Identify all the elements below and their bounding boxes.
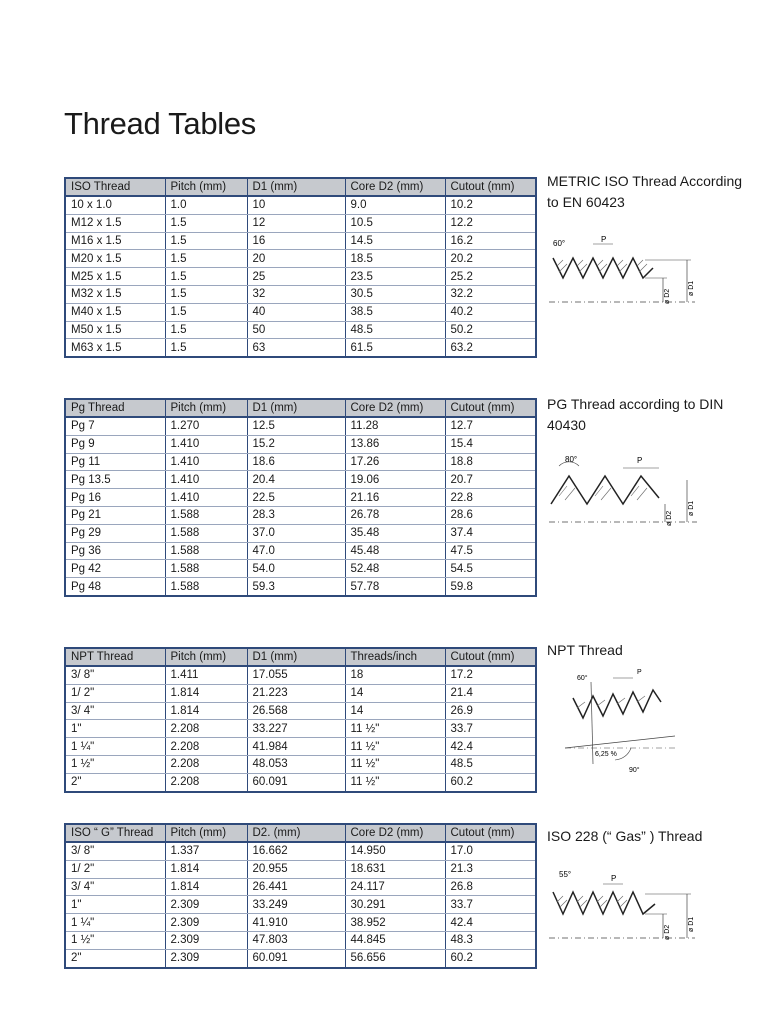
table-cell: 1 ¼": [65, 914, 165, 932]
table-cell: 21.16: [345, 489, 445, 507]
table-cell: 33.227: [247, 720, 345, 738]
table-row: [65, 914, 536, 932]
table-cell: 1.410: [165, 435, 247, 453]
table-row: [65, 471, 536, 489]
angle-label: 60°: [577, 675, 588, 682]
table-cell: 18.631: [345, 860, 445, 878]
table-cell: 20.955: [247, 860, 345, 878]
table-cell: 3/ 4": [65, 702, 165, 720]
table-cell: 1/ 2": [65, 684, 165, 702]
d1-label: ø D1: [688, 280, 695, 296]
table-cell: 11 ½": [345, 738, 445, 756]
table-cell: 11 ½": [345, 720, 445, 738]
table-row: [65, 196, 536, 214]
taper-label: 6,25 %: [595, 751, 617, 758]
angle-label: 80°: [565, 455, 578, 464]
table-cell: 32: [247, 285, 345, 303]
table-cell: 24.117: [345, 878, 445, 896]
table-cell: 1.337: [165, 842, 247, 860]
table-row: [65, 773, 536, 791]
table-cell: 1/ 2": [65, 860, 165, 878]
table-cell: 1 ¼": [65, 738, 165, 756]
table-cell: 1.5: [165, 250, 247, 268]
table-cell: 33.249: [247, 896, 345, 914]
table-cell: 1.270: [165, 417, 247, 435]
table-cell: 41.910: [247, 914, 345, 932]
table-cell: 18: [345, 666, 445, 684]
table-cell: 44.845: [345, 931, 445, 949]
table-cell: 48.053: [247, 755, 345, 773]
table-cell: 26.568: [247, 702, 345, 720]
table-cell: 60.2: [445, 773, 536, 791]
table-cell: 26.441: [247, 878, 345, 896]
column-header: Cutout (mm): [445, 178, 536, 196]
table-cell: 2.309: [165, 914, 247, 932]
column-header: Pg Thread: [65, 399, 165, 417]
table-cell: 25: [247, 268, 345, 286]
table-cell: 50: [247, 321, 345, 339]
table-row: [65, 214, 536, 232]
table-cell: Pg 11: [65, 453, 165, 471]
table-row: [65, 738, 536, 756]
table-cell: 15.4: [445, 435, 536, 453]
pitch-label: P: [637, 456, 643, 465]
table-cell: Pg 16: [65, 489, 165, 507]
table-cell: 26.8: [445, 878, 536, 896]
column-header: D1 (mm): [247, 178, 345, 196]
column-header: Threads/inch: [345, 648, 445, 666]
table-cell: 60.091: [247, 773, 345, 791]
table-cell: 11 ½": [345, 755, 445, 773]
table-cell: 16.662: [247, 842, 345, 860]
pg-thread-table: [64, 398, 537, 597]
table-cell: 2": [65, 949, 165, 967]
table-header-row: [65, 824, 536, 842]
table-cell: 18.6: [247, 453, 345, 471]
table-cell: 1": [65, 896, 165, 914]
table-row: [65, 842, 536, 860]
table-cell: 60.2: [445, 949, 536, 967]
column-header: D2. (mm): [247, 824, 345, 842]
page-title: Thread Tables: [64, 106, 256, 141]
table-cell: 21.3: [445, 860, 536, 878]
table-cell: 2.208: [165, 720, 247, 738]
table-cell: 20.7: [445, 471, 536, 489]
table-cell: 1.410: [165, 471, 247, 489]
table-row: [65, 755, 536, 773]
table-cell: 37.0: [247, 524, 345, 542]
npt-thread-diagram: [545, 664, 685, 789]
table-cell: 21.4: [445, 684, 536, 702]
table-cell: 28.6: [445, 506, 536, 524]
table-cell: 33.7: [445, 896, 536, 914]
table-cell: M40 x 1.5: [65, 303, 165, 321]
table-cell: 20.2: [445, 250, 536, 268]
column-header: Pitch (mm): [165, 824, 247, 842]
table-cell: 17.2: [445, 666, 536, 684]
table-cell: 20: [247, 250, 345, 268]
gas-thread-diagram: [545, 866, 705, 951]
table-cell: Pg 48: [65, 578, 165, 596]
table-cell: Pg 13.5: [65, 471, 165, 489]
table-cell: 2.309: [165, 931, 247, 949]
angle-label: 60°: [553, 239, 566, 248]
table-cell: 26.78: [345, 506, 445, 524]
table-cell: 16.2: [445, 232, 536, 250]
column-header: Pitch (mm): [165, 178, 247, 196]
table-row: [65, 453, 536, 471]
table-row: [65, 303, 536, 321]
table-cell: 22.5: [247, 489, 345, 507]
table-cell: 42.4: [445, 914, 536, 932]
table-cell: M16 x 1.5: [65, 232, 165, 250]
table-cell: 59.3: [247, 578, 345, 596]
d2-label: ø D2: [664, 924, 671, 940]
table-cell: 12.2: [445, 214, 536, 232]
section-label: METRIC ISO Thread According to EN 60423: [547, 173, 743, 210]
table-cell: M20 x 1.5: [65, 250, 165, 268]
table-cell: 2.309: [165, 949, 247, 967]
table-cell: 30.291: [345, 896, 445, 914]
column-header: Cutout (mm): [445, 648, 536, 666]
column-header: D1 (mm): [247, 399, 345, 417]
column-header: D1 (mm): [247, 648, 345, 666]
table-row: [65, 506, 536, 524]
table-cell: Pg 7: [65, 417, 165, 435]
pitch-label: P: [611, 874, 617, 883]
table-cell: Pg 9: [65, 435, 165, 453]
table-cell: 57.78: [345, 578, 445, 596]
table-cell: 35.48: [345, 524, 445, 542]
table-row: [65, 896, 536, 914]
table-row: [65, 578, 536, 596]
table-row: [65, 524, 536, 542]
table-cell: 13.86: [345, 435, 445, 453]
table-cell: 54.0: [247, 560, 345, 578]
table-row: [65, 684, 536, 702]
table-cell: 1.5: [165, 214, 247, 232]
table-cell: 2": [65, 773, 165, 791]
table-cell: 1.588: [165, 542, 247, 560]
table-cell: 1.411: [165, 666, 247, 684]
table-cell: 1.410: [165, 453, 247, 471]
table-cell: 17.26: [345, 453, 445, 471]
iso-thread-table: [64, 177, 537, 358]
table-cell: Pg 29: [65, 524, 165, 542]
table-cell: 18.5: [345, 250, 445, 268]
table-header-row: [65, 399, 536, 417]
angle-label: 55°: [559, 870, 572, 879]
table-cell: 48.3: [445, 931, 536, 949]
table-cell: 32.2: [445, 285, 536, 303]
table-cell: Pg 36: [65, 542, 165, 560]
table-cell: 1.5: [165, 268, 247, 286]
table-cell: 1.5: [165, 321, 247, 339]
table-cell: 54.5: [445, 560, 536, 578]
table-cell: 12.7: [445, 417, 536, 435]
section-label: ISO 228 (“ Gas” ) Thread: [547, 828, 703, 844]
table-cell: 1.814: [165, 684, 247, 702]
table-cell: 12: [247, 214, 345, 232]
section-label: NPT Thread: [547, 642, 623, 658]
table-cell: 2.208: [165, 755, 247, 773]
table-row: [65, 860, 536, 878]
table-cell: 14: [345, 702, 445, 720]
table-cell: 11.28: [345, 417, 445, 435]
table-row: [65, 435, 536, 453]
table-cell: 1 ½": [65, 931, 165, 949]
table-cell: 17.055: [247, 666, 345, 684]
table-cell: 48.5: [345, 321, 445, 339]
table-cell: 61.5: [345, 339, 445, 357]
table-cell: 10.5: [345, 214, 445, 232]
table-cell: 17.0: [445, 842, 536, 860]
table-cell: 47.803: [247, 931, 345, 949]
table-row: [65, 949, 536, 967]
table-header-row: [65, 178, 536, 196]
table-cell: 20.4: [247, 471, 345, 489]
table-cell: Pg 21: [65, 506, 165, 524]
table-row: [65, 321, 536, 339]
npt-thread-table: [64, 647, 537, 793]
table-cell: 11 ½": [345, 773, 445, 791]
table-cell: 1.5: [165, 339, 247, 357]
table-cell: 14: [345, 684, 445, 702]
table-cell: 47.5: [445, 542, 536, 560]
table-cell: 28.3: [247, 506, 345, 524]
table-cell: 15.2: [247, 435, 345, 453]
table-cell: 1.5: [165, 285, 247, 303]
table-cell: 19.06: [345, 471, 445, 489]
table-header-row: [65, 648, 536, 666]
table-cell: 45.48: [345, 542, 445, 560]
table-cell: 1.410: [165, 489, 247, 507]
table-cell: 2.208: [165, 738, 247, 756]
table-cell: 1.588: [165, 578, 247, 596]
table-row: [65, 417, 536, 435]
table-cell: 1.0: [165, 196, 247, 214]
table-cell: 26.9: [445, 702, 536, 720]
table-cell: 63: [247, 339, 345, 357]
table-row: [65, 542, 536, 560]
table-cell: M25 x 1.5: [65, 268, 165, 286]
table-cell: 12.5: [247, 417, 345, 435]
column-header: NPT Thread: [65, 648, 165, 666]
column-header: Core D2 (mm): [345, 178, 445, 196]
table-cell: 16: [247, 232, 345, 250]
column-header: Cutout (mm): [445, 824, 536, 842]
table-cell: 30.5: [345, 285, 445, 303]
metric-thread-diagram: [545, 232, 705, 317]
table-row: [65, 268, 536, 286]
table-row: [65, 931, 536, 949]
table-cell: 52.48: [345, 560, 445, 578]
table-cell: 1.814: [165, 878, 247, 896]
table-cell: 1 ½": [65, 755, 165, 773]
d2-label: ø D2: [664, 288, 671, 304]
table-cell: 1.814: [165, 702, 247, 720]
table-cell: M32 x 1.5: [65, 285, 165, 303]
table-cell: 14.5: [345, 232, 445, 250]
table-cell: 14.950: [345, 842, 445, 860]
column-header: ISO “ G” Thread: [65, 824, 165, 842]
table-cell: Pg 42: [65, 560, 165, 578]
table-cell: 21.223: [247, 684, 345, 702]
table-cell: 1": [65, 720, 165, 738]
table-cell: 1.588: [165, 560, 247, 578]
table-cell: 22.8: [445, 489, 536, 507]
table-cell: 3/ 4": [65, 878, 165, 896]
table-cell: 1.588: [165, 506, 247, 524]
table-cell: 47.0: [247, 542, 345, 560]
table-row: [65, 285, 536, 303]
table-cell: 25.2: [445, 268, 536, 286]
table-cell: 63.2: [445, 339, 536, 357]
table-cell: 10.2: [445, 196, 536, 214]
table-cell: 41.984: [247, 738, 345, 756]
table-cell: 2.208: [165, 773, 247, 791]
table-cell: 38.5: [345, 303, 445, 321]
table-cell: 9.0: [345, 196, 445, 214]
d1-label: ø D1: [688, 916, 695, 932]
table-cell: 1.814: [165, 860, 247, 878]
table-cell: 10: [247, 196, 345, 214]
table-cell: 1.588: [165, 524, 247, 542]
table-cell: 3/ 8": [65, 842, 165, 860]
pg-thread-diagram: [545, 446, 705, 541]
table-cell: 33.7: [445, 720, 536, 738]
table-cell: 38.952: [345, 914, 445, 932]
table-cell: 60.091: [247, 949, 345, 967]
table-row: [65, 489, 536, 507]
table-cell: 42.4: [445, 738, 536, 756]
table-row: [65, 666, 536, 684]
right-angle-label: 90°: [629, 767, 640, 774]
table-row: [65, 250, 536, 268]
column-header: ISO Thread: [65, 178, 165, 196]
section-label: PG Thread according to DIN 40430: [547, 396, 724, 433]
table-cell: M50 x 1.5: [65, 321, 165, 339]
d1-label: ø D1: [688, 500, 695, 516]
table-row: [65, 720, 536, 738]
table-cell: 59.8: [445, 578, 536, 596]
table-cell: 2.309: [165, 896, 247, 914]
table-row: [65, 232, 536, 250]
table-cell: 1.5: [165, 232, 247, 250]
table-cell: M12 x 1.5: [65, 214, 165, 232]
pitch-label: P: [601, 235, 607, 244]
table-cell: 40.2: [445, 303, 536, 321]
table-cell: 50.2: [445, 321, 536, 339]
d2-label: ø D2: [666, 510, 673, 526]
table-cell: 56.656: [345, 949, 445, 967]
table-cell: 10 x 1.0: [65, 196, 165, 214]
table-cell: 37.4: [445, 524, 536, 542]
column-header: Pitch (mm): [165, 648, 247, 666]
table-cell: 23.5: [345, 268, 445, 286]
table-cell: 3/ 8": [65, 666, 165, 684]
table-cell: 1.5: [165, 303, 247, 321]
pitch-label: P: [637, 669, 642, 676]
table-cell: 18.8: [445, 453, 536, 471]
table-row: [65, 878, 536, 896]
table-cell: 40: [247, 303, 345, 321]
table-row: [65, 560, 536, 578]
column-header: Cutout (mm): [445, 399, 536, 417]
table-row: [65, 339, 536, 357]
table-row: [65, 702, 536, 720]
column-header: Core D2 (mm): [345, 399, 445, 417]
column-header: Pitch (mm): [165, 399, 247, 417]
table-cell: M63 x 1.5: [65, 339, 165, 357]
table-cell: 48.5: [445, 755, 536, 773]
column-header: Core D2 (mm): [345, 824, 445, 842]
iso-g-thread-table: [64, 823, 537, 969]
